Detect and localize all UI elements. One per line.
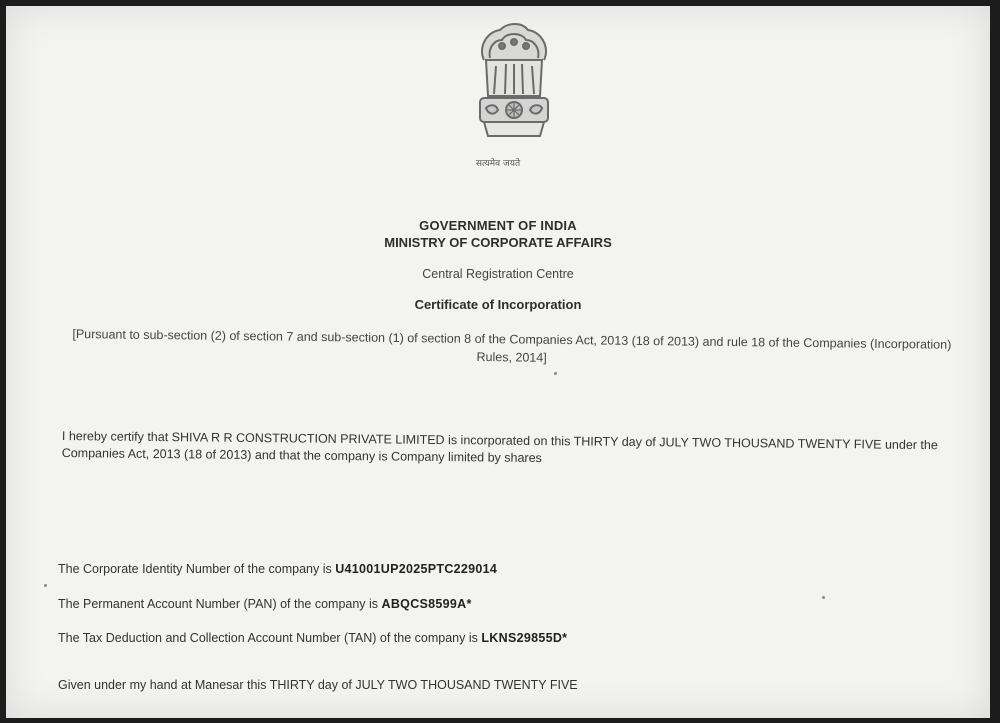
- given-under-hand: Given under my hand at Manesar this THIRTY day of JULY TWO THOUSAND TWENTY FIVE: [58, 678, 578, 692]
- scan-speck: [554, 372, 557, 375]
- cin-label: The Corporate Identity Number of the company is: [58, 562, 336, 576]
- office-name: Central Registration Centre: [422, 267, 574, 281]
- pan-label: The Permanent Account Number (PAN) of the company is: [58, 597, 382, 611]
- pursuant-clause: [Pursuant to sub-section (2) of section 7 and sub-section (1) of section 8 of the Companies Act, 2013 (18 of 2013) and rule 18 of the Companies (Incorporation) Rules, 2014]: [72, 327, 952, 365]
- certificate-page: [6, 6, 990, 718]
- tan-line: [58, 631, 567, 645]
- certification-paragraph: I hereby certify that SHIVA R R CONSTRUCTION PRIVATE LIMITED is incorporated on this THIRTY day of JULY TWO THOUSAND TWENTY FIVE under the Companies Act, 2013 (18 of 2013) and that the company is Company limited by shares: [61, 428, 938, 466]
- scan-speck: [44, 584, 47, 587]
- header-ministry: MINISTRY OF CORPORATE AFFAIRS: [384, 235, 612, 250]
- emblem-motto: सत्यमेव जयते: [475, 159, 521, 169]
- certificate-title: Certificate of Incorporation: [414, 297, 582, 312]
- pan-value: ABQCS8599A*: [381, 597, 472, 611]
- pan-line: [58, 597, 472, 611]
- tan-label: The Tax Deduction and Collection Account Number (TAN) of the company is: [58, 631, 482, 645]
- cin-line: [58, 562, 497, 576]
- national-emblem-icon: [464, 18, 564, 178]
- tan-value: LKNS29855D*: [481, 631, 568, 645]
- cin-value: U41001UP2025PTC229014: [335, 562, 498, 576]
- header-government: GOVERNMENT OF INDIA: [419, 218, 577, 233]
- scan-speck: [822, 596, 825, 599]
